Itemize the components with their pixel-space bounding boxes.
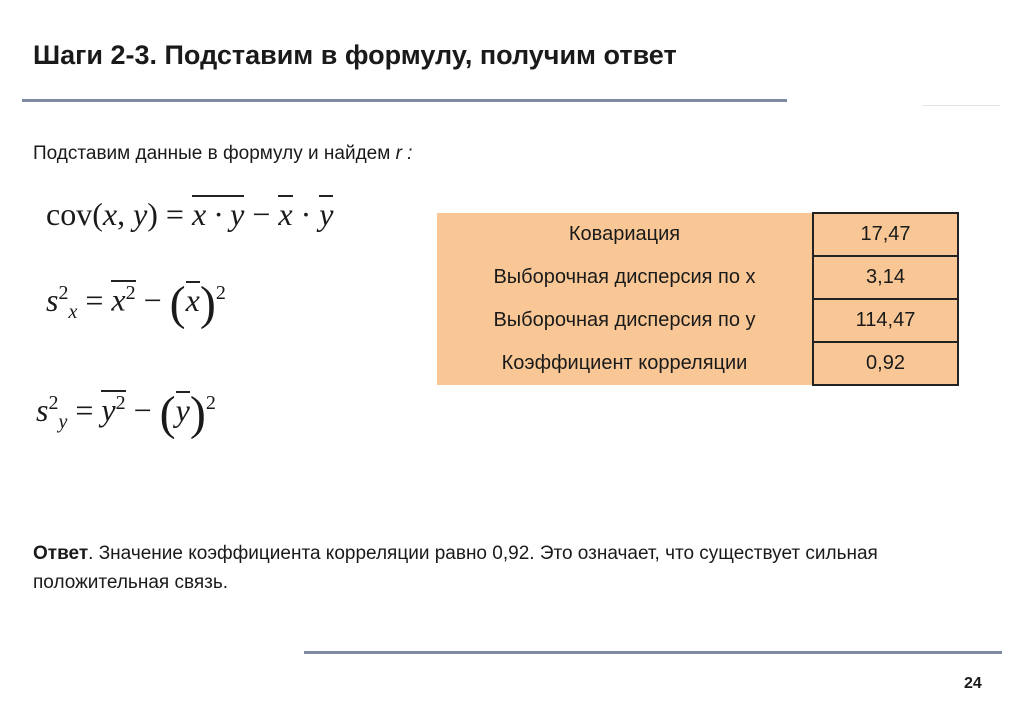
table-row <box>437 342 958 385</box>
row-label: Выборочная дисперсия по y <box>437 299 813 342</box>
cov-minus: − <box>244 196 279 232</box>
prod-dot: · <box>206 196 231 232</box>
table-row <box>437 256 958 299</box>
sy-lparen: ( <box>159 387 176 440</box>
page-number: 24 <box>964 675 982 692</box>
sy-outer-sup: 2 <box>205 392 216 415</box>
sx-sup: 2 <box>58 282 69 305</box>
cov-x: x <box>102 196 118 232</box>
sy-sub: y <box>58 411 68 434</box>
sx-outer-sup: 2 <box>215 282 226 305</box>
sy-minus: − <box>125 391 160 428</box>
variance-y-formula <box>36 386 216 441</box>
answer-label: Ответ <box>33 543 89 564</box>
y2-sup: 2 <box>115 392 126 415</box>
mean-x-squared <box>111 280 135 316</box>
cov-rparen: ) = <box>147 196 192 232</box>
title-divider <box>22 99 787 102</box>
slide-title: Шаги 2-3. Подставим в формулу, получим ответ <box>33 40 677 70</box>
row-value: 114,47 <box>813 299 958 342</box>
row-value: 17,47 <box>813 213 958 256</box>
sx-lparen: ( <box>169 277 186 330</box>
sx-minus: − <box>135 281 170 318</box>
sx-mean-x: x <box>185 281 200 318</box>
results-table <box>437 212 959 386</box>
row-value: 3,14 <box>813 256 958 299</box>
mean-x: x <box>278 196 293 232</box>
cov-dot: · <box>292 196 320 232</box>
row-value: 0,92 <box>813 342 958 385</box>
footer-divider <box>304 651 1002 654</box>
mean-of-product <box>192 195 244 230</box>
sx-eq: = <box>77 281 112 318</box>
row-label: Коэффициент корреляции <box>437 342 813 385</box>
mean-y-squared <box>101 390 125 426</box>
prod-y: y <box>230 196 245 232</box>
mean-y: y <box>319 196 334 232</box>
sy-mean-y: y <box>175 391 190 428</box>
cov-comma: , <box>117 196 134 232</box>
row-label: Выборочная дисперсия по x <box>437 256 813 299</box>
sy-s: s <box>36 391 49 428</box>
cov-y: y <box>133 196 148 232</box>
answer-text: . Значение коэффициента корреляции равно 0,92. Это означает, что существует сильная положительная связь. <box>33 543 878 593</box>
faint-divider <box>922 105 1000 106</box>
y2-y: y <box>101 391 116 428</box>
answer-paragraph <box>33 539 1018 597</box>
x2-sup: 2 <box>125 282 136 305</box>
prod-x: x <box>191 196 207 232</box>
sx-sub: x <box>68 301 78 324</box>
intro-text <box>33 143 412 165</box>
cov-lhs: cov( <box>46 196 103 232</box>
sy-sup: 2 <box>48 392 59 415</box>
sx-s: s <box>46 281 59 318</box>
covariance-formula <box>46 195 333 233</box>
intro-main: Подставим данные в формулу и найдем <box>33 143 396 164</box>
variance-x-formula <box>46 276 226 331</box>
table-row <box>437 299 958 342</box>
table-row <box>437 213 958 256</box>
sy-eq: = <box>67 391 102 428</box>
sx-rparen: ) <box>199 277 216 330</box>
x2-x: x <box>111 281 126 318</box>
intro-variable: r : <box>395 143 413 164</box>
row-label: Ковариация <box>437 213 813 256</box>
sy-rparen: ) <box>189 387 206 440</box>
